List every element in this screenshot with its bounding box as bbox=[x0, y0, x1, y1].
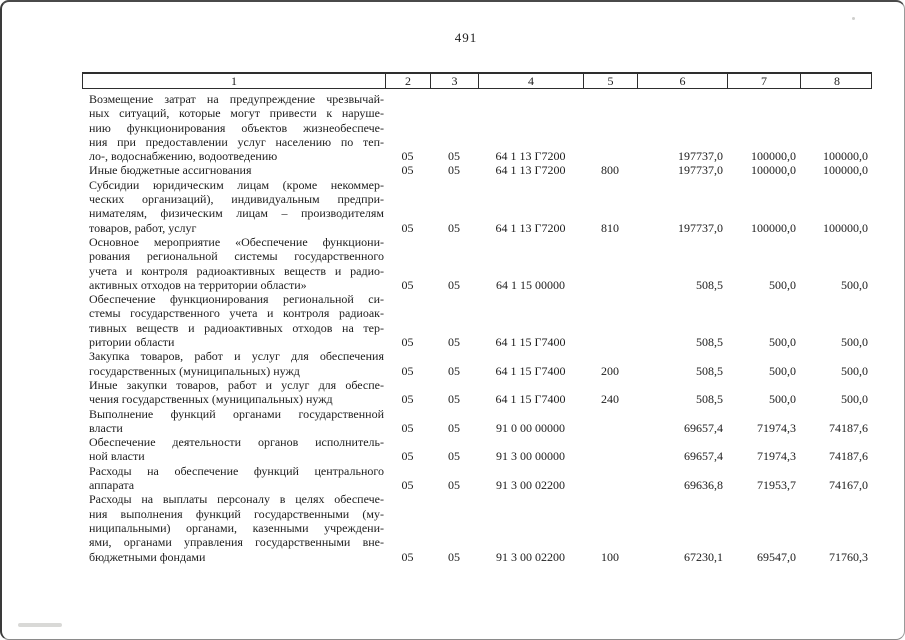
cell-amount-col7: 100000,0 bbox=[751, 149, 796, 164]
cell-amount-col7: 500,0 bbox=[769, 335, 796, 350]
row-label: Расходы на обеспечение функций центрального аппарата bbox=[89, 463, 384, 493]
cell-amount-col8: 500,0 bbox=[841, 335, 868, 350]
cell-amount-col8: 100000,0 bbox=[823, 220, 868, 235]
table-row bbox=[82, 92, 872, 163]
cell-amount-col6: 508,5 bbox=[696, 277, 723, 292]
table-row bbox=[82, 378, 872, 407]
scan-artifact-speck bbox=[852, 17, 855, 20]
cell-section-code: 05 bbox=[401, 277, 414, 292]
cell-section-code: 05 bbox=[401, 363, 414, 378]
cell-section-code: 05 bbox=[401, 149, 414, 164]
cell-amount-col6: 69636,8 bbox=[684, 478, 723, 493]
column-header-4: 4 bbox=[479, 74, 584, 89]
cell-expense-type: 800 bbox=[601, 163, 619, 178]
table-row bbox=[82, 178, 872, 235]
cell-amount-col7: 100000,0 bbox=[751, 163, 796, 178]
table-row bbox=[82, 407, 872, 436]
cell-target-code: 64 1 15 Г7400 bbox=[495, 392, 566, 407]
cell-section-code: 05 bbox=[401, 335, 414, 350]
cell-expense-type: 240 bbox=[601, 392, 619, 407]
cell-amount-col8: 500,0 bbox=[841, 277, 868, 292]
row-label: Субсидии юридическим лицам (кроме некоммер- ческих организаций), индивидуальным предпри- нимателям, физическим лицам – производителям товаров, работ, услуг bbox=[89, 177, 384, 235]
row-label: Основное мероприятие «Обеспечение функциони- рования региональной системы государственного учета и контроля радиоактивных веществ и радио- активных отходов на территории области» bbox=[89, 234, 384, 292]
cell-target-code: 64 1 15 Г7400 bbox=[495, 335, 566, 350]
table-row bbox=[82, 349, 872, 378]
column-header-6: 6 bbox=[638, 74, 728, 89]
cell-amount-col6: 197737,0 bbox=[678, 163, 723, 178]
column-header-2: 2 bbox=[386, 74, 431, 89]
cell-amount-col6: 508,5 bbox=[696, 392, 723, 407]
column-header-3: 3 bbox=[431, 74, 479, 89]
row-label: Иные закупки товаров, работ и услуг для обеспе- чения государственных (муниципальных) нужд bbox=[89, 377, 384, 407]
cell-target-code: 91 3 00 02200 bbox=[496, 478, 565, 493]
cell-amount-col8: 74187,6 bbox=[829, 449, 868, 464]
row-label: Иные бюджетные ассигнования bbox=[89, 163, 252, 178]
cell-amount-col8: 74167,0 bbox=[829, 478, 868, 493]
cell-subsection-code: 05 bbox=[448, 149, 460, 164]
cell-subsection-code: 05 bbox=[448, 549, 460, 564]
row-label: Обеспечение функционирования региональной си- стемы государственного учета и контроля радиоак- тивных веществ и радиоактивных отходов на тер- ритории области bbox=[89, 292, 384, 350]
cell-amount-col6: 508,5 bbox=[696, 335, 723, 350]
cell-subsection-code: 05 bbox=[448, 478, 460, 493]
cell-amount-col7: 71953,7 bbox=[757, 478, 796, 493]
table-row bbox=[82, 492, 872, 563]
cell-amount-col8: 500,0 bbox=[841, 363, 868, 378]
cell-section-code: 05 bbox=[401, 478, 414, 493]
cell-amount-col8: 74187,6 bbox=[829, 420, 868, 435]
cell-expense-type: 810 bbox=[601, 220, 619, 235]
cell-section-code: 05 bbox=[401, 549, 414, 564]
cell-section-code: 05 bbox=[401, 420, 414, 435]
cell-amount-col6: 197737,0 bbox=[678, 220, 723, 235]
cell-section-code: 05 bbox=[401, 392, 414, 407]
row-label: Возмещение затрат на предупреждение чрезвычай- ных ситуаций, которые могут привести к наруше- нию функционирования объектов жизнеобеспече- ния при предоставлении услуг населению по теп- ло-, водоснабжению, водоотведению bbox=[89, 92, 384, 164]
cell-expense-type: 200 bbox=[601, 363, 619, 378]
cell-target-code: 64 1 13 Г7200 bbox=[495, 220, 566, 235]
cell-amount-col8: 100000,0 bbox=[823, 163, 868, 178]
cell-amount-col7: 500,0 bbox=[769, 277, 796, 292]
row-label: Закупка товаров, работ и услуг для обеспечения государственных (муниципальных) нужд bbox=[89, 349, 384, 378]
cell-subsection-code: 05 bbox=[448, 277, 460, 292]
table-row bbox=[82, 464, 872, 493]
cell-section-code: 05 bbox=[401, 449, 414, 464]
cell-target-code: 64 1 13 Г7200 bbox=[495, 163, 566, 178]
cell-amount-col6: 197737,0 bbox=[678, 149, 723, 164]
row-label: Выполнение функций органами государственной власти bbox=[89, 406, 384, 435]
table-row bbox=[82, 435, 872, 464]
scan-artifact-smudge bbox=[18, 623, 62, 627]
table-row bbox=[82, 163, 872, 177]
cell-subsection-code: 05 bbox=[448, 335, 460, 350]
cell-amount-col7: 69547,0 bbox=[757, 549, 796, 564]
cell-amount-col6: 69657,4 bbox=[684, 420, 723, 435]
cell-expense-type: 100 bbox=[601, 549, 619, 564]
row-label: Обеспечение деятельности органов исполнитель- ной власти bbox=[89, 435, 384, 464]
cell-amount-col6: 67230,1 bbox=[684, 549, 723, 564]
cell-subsection-code: 05 bbox=[448, 449, 460, 464]
cell-section-code: 05 bbox=[401, 220, 414, 235]
budget-table bbox=[82, 72, 872, 564]
cell-amount-col6: 69657,4 bbox=[684, 449, 723, 464]
cell-subsection-code: 05 bbox=[448, 220, 460, 235]
column-header-5: 5 bbox=[584, 74, 638, 89]
cell-amount-col7: 500,0 bbox=[769, 392, 796, 407]
cell-amount-col8: 71760,3 bbox=[829, 549, 868, 564]
cell-amount-col8: 100000,0 bbox=[823, 149, 868, 164]
cell-subsection-code: 05 bbox=[448, 420, 460, 435]
cell-amount-col8: 500,0 bbox=[841, 392, 868, 407]
cell-amount-col7: 500,0 bbox=[769, 363, 796, 378]
cell-target-code: 91 3 00 00000 bbox=[496, 449, 565, 464]
cell-amount-col6: 508,5 bbox=[696, 363, 723, 378]
cell-subsection-code: 05 bbox=[448, 363, 460, 378]
table-row bbox=[82, 292, 872, 349]
cell-subsection-code: 05 bbox=[448, 392, 460, 407]
cell-amount-col7: 100000,0 bbox=[751, 220, 796, 235]
cell-target-code: 91 3 00 02200 bbox=[496, 549, 565, 564]
cell-section-code: 05 bbox=[401, 163, 414, 178]
table-body bbox=[82, 89, 872, 564]
cell-target-code: 91 0 00 00000 bbox=[496, 420, 565, 435]
column-header-1: 1 bbox=[83, 74, 386, 89]
cell-amount-col7: 71974,3 bbox=[757, 449, 796, 464]
cell-target-code: 64 1 13 Г7200 bbox=[495, 149, 566, 164]
cell-amount-col7: 71974,3 bbox=[757, 420, 796, 435]
cell-target-code: 64 1 15 00000 bbox=[496, 277, 565, 292]
row-label: Расходы на выплаты персоналу в целях обеспече- ния выполнения функций государственными (му- ниципальными) органами, казенными учреждени- ями, органами управления государственными вне- бюджетными фондами bbox=[89, 492, 384, 564]
cell-target-code: 64 1 15 Г7400 bbox=[495, 363, 566, 378]
column-header-7: 7 bbox=[728, 74, 801, 89]
cell-subsection-code: 05 bbox=[448, 163, 460, 178]
column-header-8: 8 bbox=[834, 74, 840, 88]
table-header-row bbox=[82, 72, 872, 89]
page-number: 491 bbox=[454, 30, 478, 45]
table-row bbox=[82, 235, 872, 292]
